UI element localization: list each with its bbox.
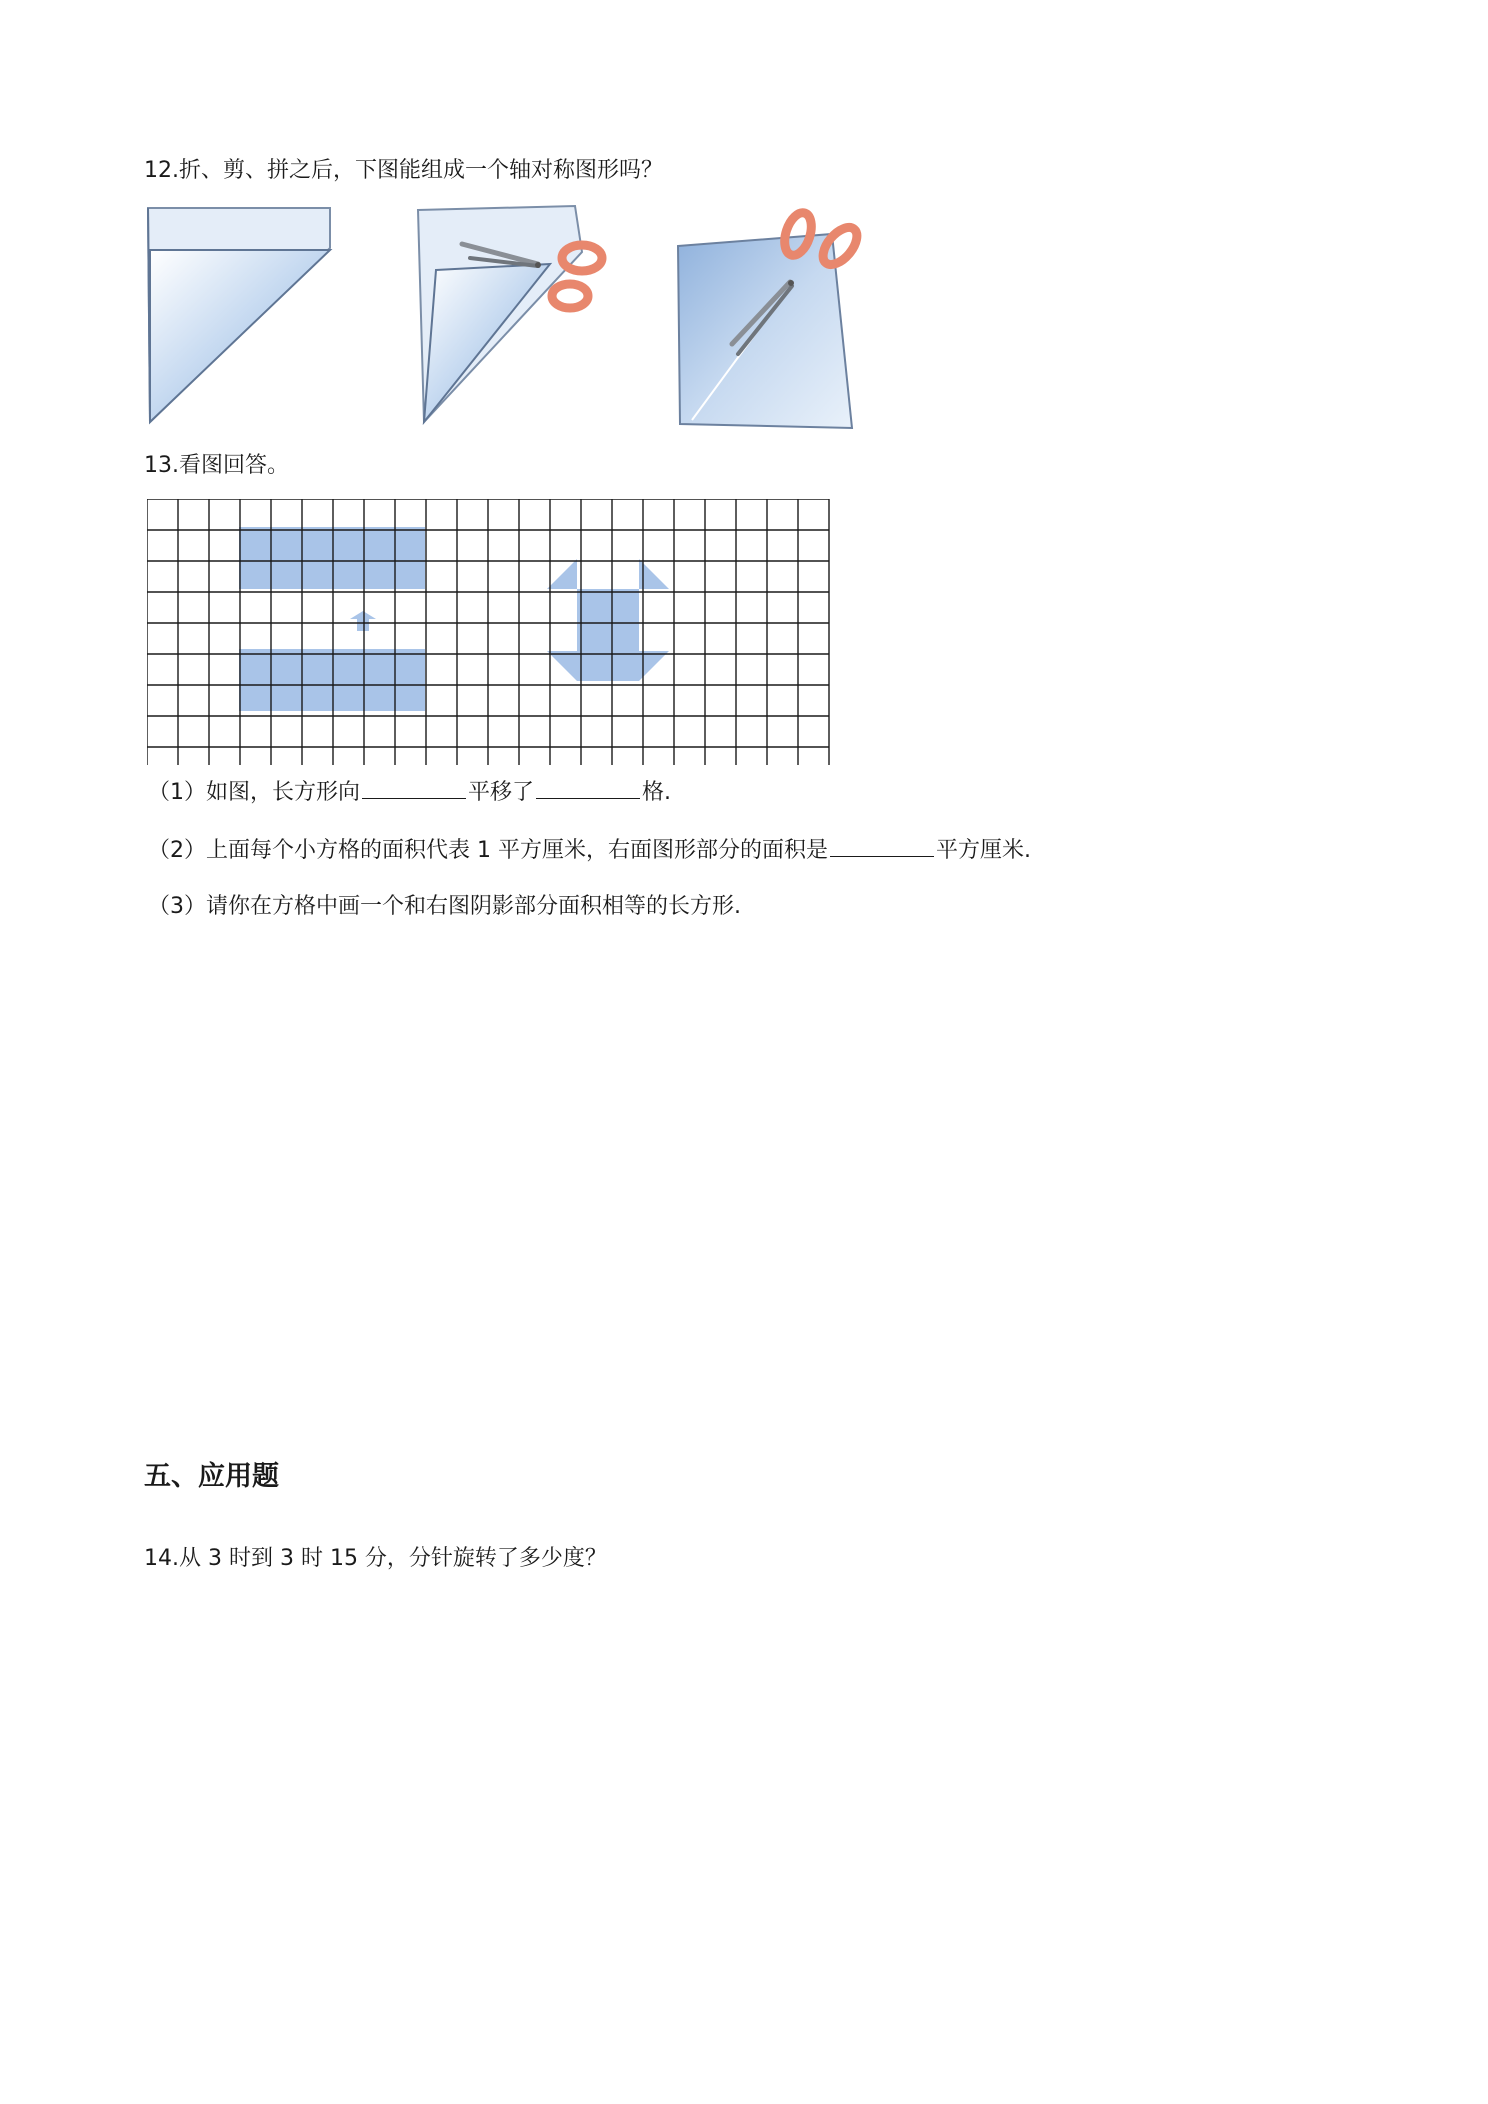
question-13-title: 13.看图回答。 — [144, 453, 289, 478]
question-13-sub1 — [148, 776, 671, 808]
question-13-sub3: （3）请你在方格中画一个和右图阴影部分面积相等的长方形. — [148, 894, 741, 919]
sub1-text-c: 格. — [642, 780, 672, 805]
rectangle-top — [239, 527, 425, 589]
distance-blank[interactable] — [536, 776, 640, 799]
shaded-figure-right — [547, 559, 669, 681]
square-grid-figure — [147, 499, 833, 765]
sub2-text-a: （2）上面每个小方格的面积代表 1 平方厘米，右面图形部分的面积是 — [148, 838, 828, 863]
sub2-text-b: 平方厘米. — [935, 838, 1031, 863]
sub1-text-b: 平移了 — [468, 780, 535, 805]
cutting-folded-paper-illustration — [410, 200, 630, 430]
question-14-text: 14.从 3 时到 3 时 15 分，分针旋转了多少度？ — [144, 1546, 607, 1571]
area-blank[interactable] — [830, 834, 934, 857]
question-12-text: 12.折、剪、拼之后，下图能组成一个轴对称图形吗？ — [144, 158, 663, 183]
section-5-heading: 五、应用题 — [144, 1461, 279, 1492]
arrow-up-icon — [350, 611, 376, 631]
rectangle-bottom — [239, 649, 425, 711]
question-13-sub2 — [148, 834, 1031, 866]
folded-paper-illustration — [140, 200, 340, 430]
direction-blank[interactable] — [362, 776, 466, 799]
sub1-text-a: （1）如图，长方形向 — [148, 780, 360, 805]
cutting-open-paper-illustration — [672, 194, 882, 434]
